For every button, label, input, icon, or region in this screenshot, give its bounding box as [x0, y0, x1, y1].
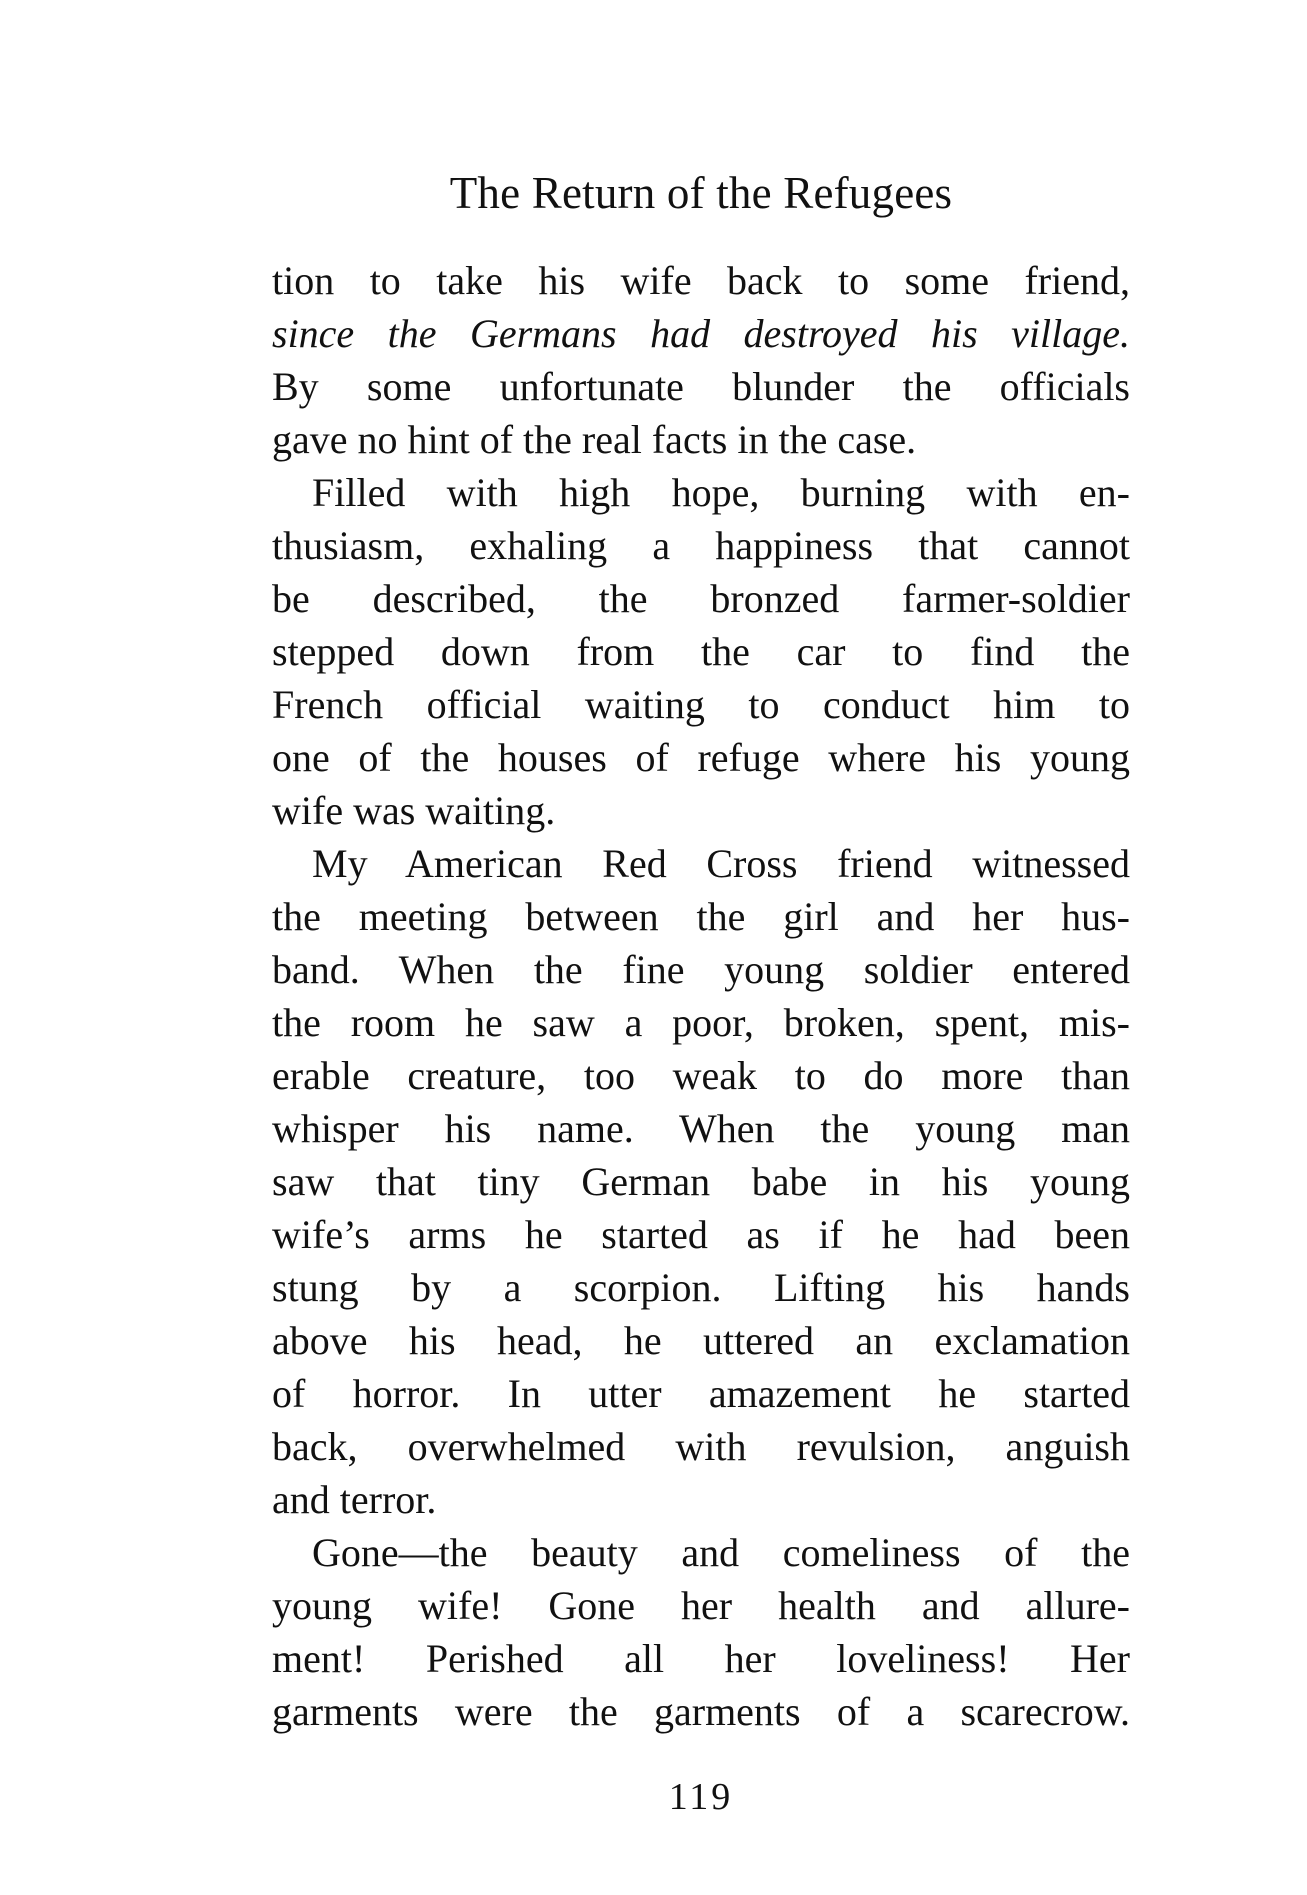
body-text: [272, 254, 1130, 1738]
text-line: be described, the bronzed farmer-soldier: [272, 576, 1130, 621]
text-line: above his head, he uttered an exclamation: [272, 1318, 1130, 1363]
text-line: back, overwhelmed with revulsion, anguish: [272, 1424, 1130, 1469]
text-line: band. When the fine young soldier entered: [272, 947, 1130, 992]
text-line: Filled with high hope, burning with en-: [312, 470, 1130, 515]
text-line: garments were the garments of a scarecrow.: [272, 1689, 1130, 1734]
text-line: of horror. In utter amazement he started: [272, 1371, 1130, 1416]
page-number: 119: [668, 1776, 734, 1818]
running-head: The Return of the Refugees: [449, 168, 953, 218]
text-line: My American Red Cross friend witnessed: [312, 841, 1130, 886]
text-line: gave no hint of the real facts in the case.: [272, 417, 917, 462]
text-line: ment! Perished all her loveliness! Her: [272, 1636, 1130, 1681]
text-line: erable creature, too weak to do more than: [272, 1053, 1130, 1098]
text-line: young wife! Gone her health and allure-: [272, 1583, 1130, 1628]
text-line: saw that tiny German babe in his young: [272, 1159, 1130, 1204]
text-line: wife was waiting.: [272, 788, 556, 833]
text-line: wife’s arms he started as if he had been: [272, 1212, 1130, 1257]
text-line: thusiasm, exhaling a happiness that cannot: [272, 523, 1130, 568]
text-line: tion to take his wife back to some friend,: [272, 258, 1130, 303]
text-line: and terror.: [272, 1477, 437, 1522]
text-line: French official waiting to conduct him to: [272, 682, 1130, 727]
text-line: whisper his name. When the young man: [272, 1106, 1130, 1151]
text-line: By some unfortunate blunder the officials: [272, 364, 1130, 409]
text-line: the room he saw a poor, broken, spent, mis-: [272, 1000, 1130, 1045]
text-line: stepped down from the car to find the: [272, 629, 1130, 674]
text-line: one of the houses of refuge where his young: [272, 735, 1130, 780]
text-line: since the Germans had destroyed his village.: [272, 311, 1130, 356]
text-line: the meeting between the girl and her hus-: [272, 894, 1130, 939]
text-line: Gone—the beauty and comeliness of the: [312, 1530, 1130, 1575]
text-line: stung by a scorpion. Lifting his hands: [272, 1265, 1130, 1310]
